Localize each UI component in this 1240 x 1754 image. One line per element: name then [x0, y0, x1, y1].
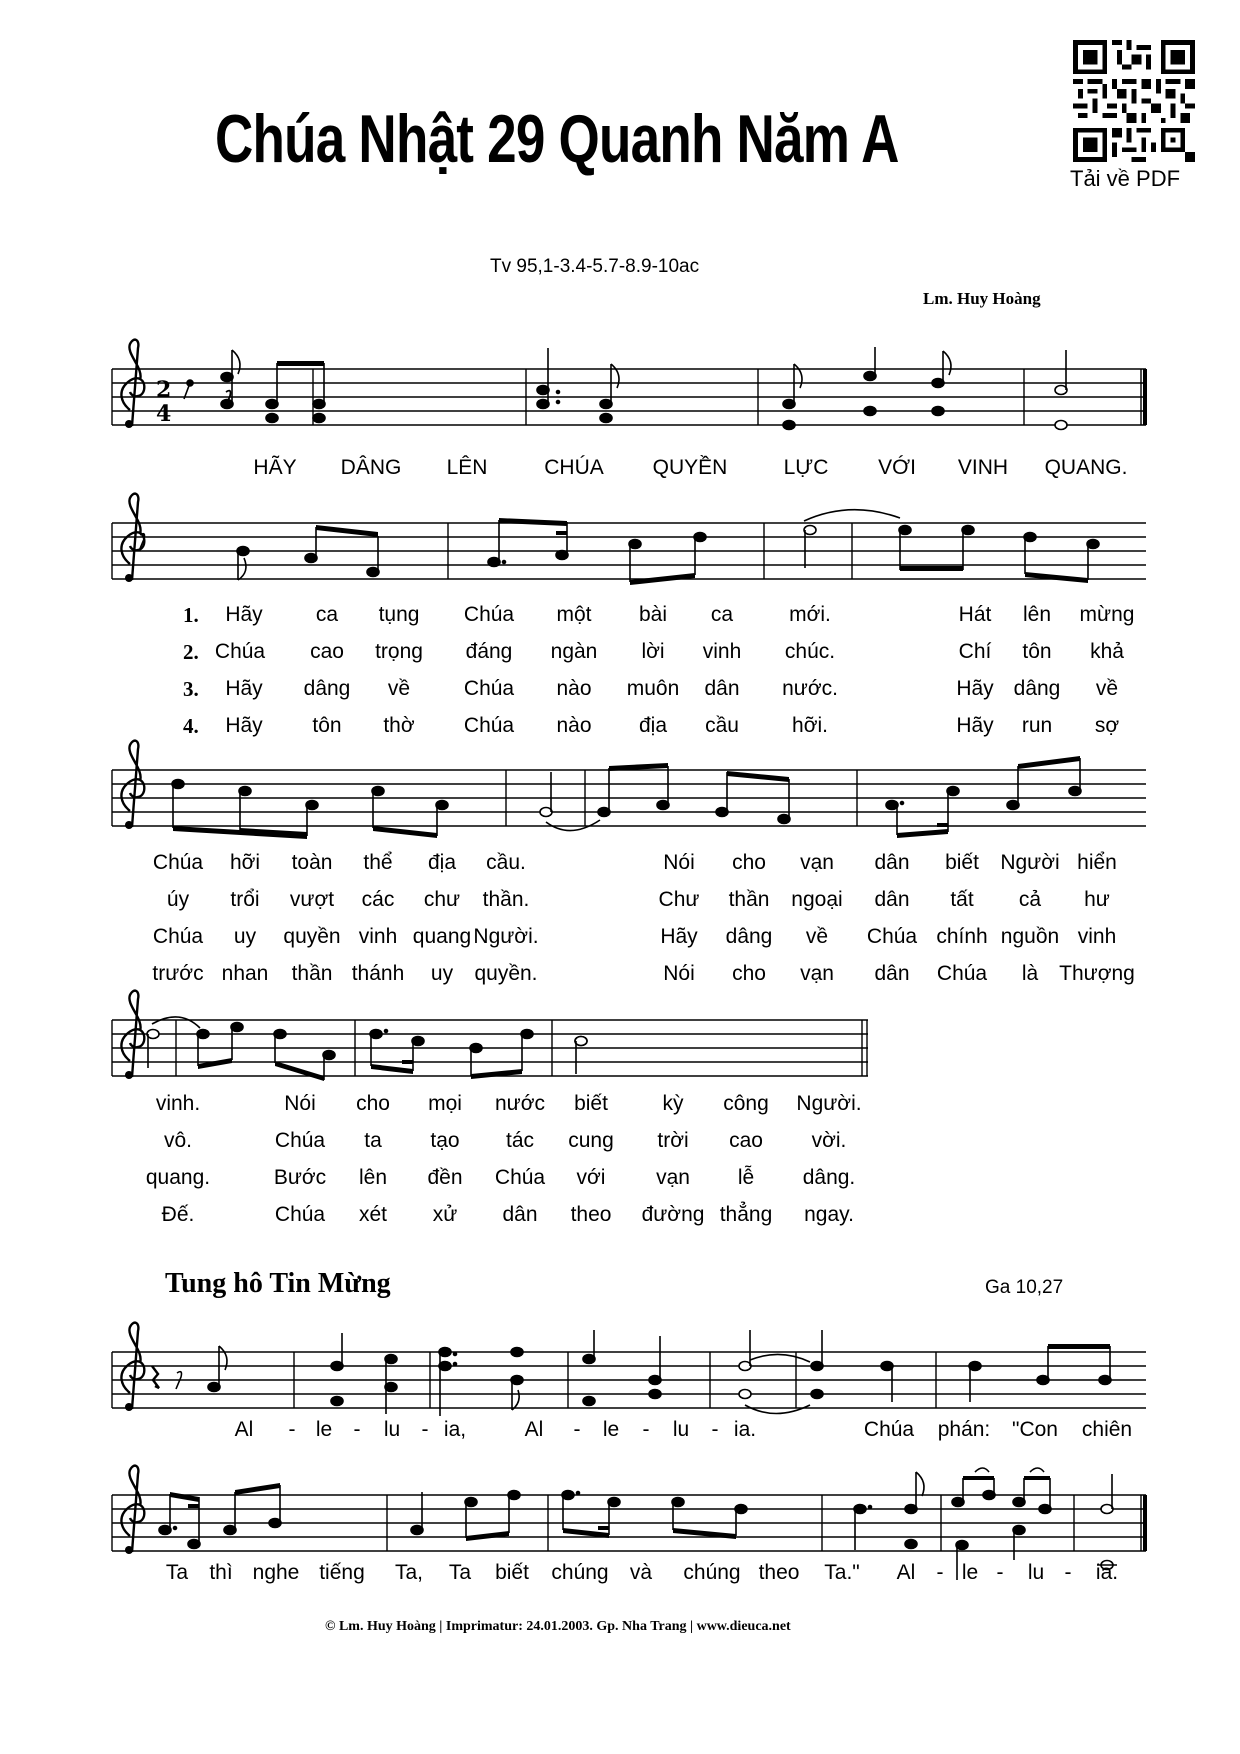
lyric-syllable: ta: [364, 1129, 382, 1152]
lyric-syllable: uy: [233, 925, 257, 948]
verse-number: 1.: [183, 603, 199, 627]
lyric-syllable: run: [1021, 714, 1053, 737]
verse-number: 3.: [183, 677, 199, 701]
lyric-syllable: dâng.: [802, 1166, 856, 1189]
download-pdf-link[interactable]: Tải về PDF: [1070, 166, 1181, 191]
lyric-syllable: nào: [556, 714, 592, 737]
lyric-syllable: với: [576, 1166, 606, 1189]
lyric-syllable: -: [421, 1418, 429, 1441]
lyric-syllable: cầu: [705, 714, 739, 737]
lyric-syllable: lên: [1022, 603, 1052, 626]
acclamation-title: Tung hô Tin Mừng: [165, 1268, 391, 1299]
lyric-syllable: le: [315, 1418, 333, 1441]
lyric-syllable: -: [288, 1418, 296, 1441]
lyric-syllable: Al: [234, 1418, 254, 1441]
lyric-syllable: Chúa: [936, 962, 988, 985]
lyric-syllable: chúng: [683, 1561, 741, 1584]
lyric-syllable: Chúa: [463, 603, 515, 626]
lyric-syllable: Nói: [284, 1092, 316, 1115]
lyric-syllable: cao: [729, 1129, 763, 1152]
page-title: Chúa Nhật 29 Quanh Năm A: [215, 101, 899, 177]
lyric-syllable: nghe: [252, 1561, 300, 1584]
lyric-syllable: đền: [427, 1166, 463, 1189]
lyric-syllable: cung: [568, 1129, 614, 1152]
lyric-syllable: biết: [495, 1561, 529, 1584]
lyric-syllable: VINH: [957, 456, 1009, 479]
lyric-syllable: hư: [1084, 888, 1110, 911]
lyric-syllable: Hãy: [956, 677, 994, 700]
lyric-syllable: Chúa: [494, 1166, 546, 1189]
lyric-syllable: quyền.: [474, 962, 538, 985]
lyric-syllable: lễ: [737, 1166, 755, 1189]
lyric-syllable: Hãy: [225, 714, 263, 737]
lyric-syllable: ia,: [443, 1418, 467, 1441]
lyric-syllable: chúc.: [784, 640, 836, 663]
lyric-syllable: kỳ: [662, 1092, 684, 1115]
lyric-syllable: QUYỀN: [652, 456, 728, 479]
lyric-syllable: toàn: [291, 851, 333, 874]
lyric-syllable: địa: [638, 714, 668, 737]
lyric-syllable: Hãy: [225, 677, 263, 700]
lyric-syllable: Hãy: [956, 714, 994, 737]
copyright-footer: © Lm. Huy Hoàng | Imprimatur: 24.01.2003. Gp. Nha Trang | www.dieuca.net: [325, 1619, 791, 1634]
lyric-syllable: VỚI: [878, 456, 916, 479]
lyric-syllable: và: [629, 1561, 653, 1584]
lyric-syllable: về: [1095, 677, 1119, 700]
lyric-syllable: ca: [710, 603, 734, 626]
lyric-syllable: tạo: [430, 1129, 460, 1152]
lyric-syllable: nước: [494, 1092, 546, 1115]
lyric-syllable: thần.: [482, 888, 530, 911]
lyric-syllable: trời: [657, 1129, 689, 1152]
lyric-syllable: LÊN: [446, 456, 488, 479]
lyric-syllable: chiên: [1081, 1418, 1133, 1441]
lyric-syllable: vượt: [289, 888, 335, 911]
lyric-syllable: dâng: [725, 925, 773, 948]
lyric-syllable: tất: [950, 888, 974, 911]
lyric-syllable: Chúa: [463, 677, 515, 700]
lyric-syllable: lên: [358, 1166, 388, 1189]
lyric-syllable: vời.: [811, 1129, 847, 1152]
staff-system-2: [112, 523, 1146, 579]
lyric-syllable: theo: [758, 1561, 800, 1584]
lyric-syllable: mới.: [789, 603, 831, 626]
lyric-syllable: -: [642, 1418, 650, 1441]
lyric-syllable: thần: [291, 962, 333, 985]
lyric-syllable: cao: [310, 640, 344, 663]
lyric-syllable: dân: [704, 677, 740, 700]
lyric-syllable: Nói: [663, 851, 695, 874]
lyric-syllable: Ta: [165, 1561, 189, 1584]
lyric-syllable: vinh: [358, 925, 398, 948]
lyric-syllable: lời: [641, 640, 665, 663]
lyric-syllable: tác: [505, 1129, 535, 1152]
lyric-syllable: vạn: [800, 962, 834, 985]
svg-text:2: 2: [156, 377, 172, 403]
lyric-syllable: le: [602, 1418, 620, 1441]
lyric-syllable: ngàn: [550, 640, 598, 663]
lyric-syllable: tụng: [378, 603, 420, 626]
lyric-syllable: Chúa: [152, 925, 204, 948]
svg-text:4: 4: [156, 401, 172, 427]
lyric-syllable: vô.: [163, 1129, 193, 1152]
lyric-syllable: Chúa: [274, 1203, 326, 1226]
lyric-syllable: "Con: [1012, 1418, 1058, 1441]
lyric-syllable: thẳng: [719, 1203, 773, 1226]
lyric-syllable: Ta.": [824, 1561, 860, 1584]
lyric-syllable: Người.: [473, 925, 539, 948]
lyric-syllable: thần: [728, 888, 770, 911]
staff-system-5: [112, 1352, 1146, 1408]
lyric-syllable: Chúa: [863, 1418, 915, 1441]
lyric-syllable: dâng: [303, 677, 351, 700]
lyric-syllable: Người.: [796, 1092, 862, 1115]
lyric-syllable: -: [996, 1561, 1004, 1584]
lyric-syllable: cả: [1018, 888, 1042, 911]
gospel-reference: Ga 10,27: [985, 1277, 1064, 1298]
lyric-syllable: lu: [1027, 1561, 1045, 1584]
lyric-syllable: -: [353, 1418, 361, 1441]
lyric-syllable: biết: [574, 1092, 608, 1115]
lyric-syllable: cho: [732, 851, 766, 874]
lyric-syllable: khả: [1090, 640, 1124, 663]
lyric-syllable: trổi: [230, 888, 260, 911]
lyric-syllable: cho: [732, 962, 766, 985]
lyric-syllable: trọng: [375, 640, 423, 663]
lyric-syllable: ca: [315, 603, 339, 626]
lyric-syllable: về: [387, 677, 411, 700]
verse-number: 2.: [183, 640, 199, 664]
lyric-syllable: nguồn: [1000, 925, 1060, 948]
lyric-syllable: muôn: [626, 677, 680, 700]
lyric-syllable: nước.: [782, 677, 838, 700]
lyric-syllable: cầu.: [486, 851, 526, 874]
lyric-syllable: nhan: [221, 962, 269, 985]
lyric-syllable: biết: [945, 851, 979, 874]
lyric-syllable: Hãy: [660, 925, 698, 948]
lyric-syllable: vạn: [656, 1166, 690, 1189]
lyric-syllable: thể: [363, 851, 393, 874]
lyric-syllable: sợ: [1094, 714, 1120, 737]
lyric-syllable: thờ: [383, 714, 415, 737]
lyric-syllable: quang: [412, 925, 472, 948]
lyric-syllable: xét: [358, 1203, 388, 1226]
lyric-syllable: Al: [896, 1561, 916, 1584]
lyric-syllable: Đế.: [161, 1203, 195, 1226]
lyric-syllable: Chúa: [274, 1129, 326, 1152]
lyric-syllable: là: [1021, 962, 1039, 985]
lyric-syllable: -: [573, 1418, 581, 1441]
lyric-syllable: cho: [356, 1092, 390, 1115]
lyric-syllable: các: [361, 888, 395, 911]
lyric-syllable: chư: [423, 888, 461, 911]
lyric-syllable: vinh: [1077, 925, 1117, 948]
lyric-syllable: Bước: [273, 1166, 327, 1189]
lyric-syllable: Chúa: [866, 925, 918, 948]
lyric-syllable: LỰC: [783, 456, 829, 479]
lyric-syllable: công: [723, 1092, 769, 1115]
lyric-syllable: Hát: [958, 603, 992, 626]
lyric-syllable: vinh.: [155, 1092, 201, 1115]
lyric-syllable: Chúa: [214, 640, 266, 663]
lyric-syllable: le: [961, 1561, 979, 1584]
lyric-syllable: vinh: [702, 640, 742, 663]
psalm-reference: Tv 95,1-3.4-5.7-8.9-10ac: [490, 256, 700, 277]
lyric-syllable: địa: [427, 851, 457, 874]
lyric-syllable: bài: [638, 603, 668, 626]
lyric-syllable: dâng: [1013, 677, 1061, 700]
lyric-syllable: chính: [936, 925, 988, 948]
lyric-syllable: mọi: [428, 1092, 462, 1115]
lyric-syllable: thánh: [351, 962, 405, 985]
lyric-syllable: Hãy: [225, 603, 263, 626]
lyric-syllable: quyền: [283, 925, 341, 948]
lyric-syllable: phán:: [937, 1418, 991, 1441]
lyric-syllable: nào: [556, 677, 592, 700]
verse-number: 4.: [183, 714, 199, 738]
lyric-syllable: thì: [209, 1561, 233, 1584]
lyric-syllable: Chí: [958, 640, 992, 663]
lyric-syllable: Al: [524, 1418, 544, 1441]
lyric-syllable: Chúa: [463, 714, 515, 737]
lyric-syllable: tiếng: [319, 1561, 365, 1584]
lyric-syllable: lu: [672, 1418, 690, 1441]
lyric-syllable: ngay.: [804, 1203, 854, 1226]
lyric-syllable: DÂNG: [340, 456, 402, 479]
staff-system-6: [112, 1495, 1146, 1551]
lyric-syllable: -: [1064, 1561, 1072, 1584]
lyric-syllable: về: [805, 925, 829, 948]
lyric-syllable: hiển: [1077, 851, 1117, 874]
lyric-syllable: úy: [166, 888, 190, 911]
lyric-syllable: ia.: [733, 1418, 757, 1441]
lyric-syllable: quang.: [145, 1166, 211, 1189]
lyric-syllable: đường: [641, 1203, 705, 1226]
staff-system-4: [112, 1020, 868, 1076]
lyric-syllable: -: [936, 1561, 944, 1584]
lyric-syllable: dân: [874, 962, 910, 985]
lyric-syllable: dân: [874, 888, 910, 911]
lyric-syllable: Nói: [663, 962, 695, 985]
lyric-syllable: một: [556, 603, 592, 626]
lyric-syllable: dân: [502, 1203, 538, 1226]
lyric-syllable: dân: [874, 851, 910, 874]
lyric-syllable: CHÚA: [544, 456, 604, 479]
lyric-syllable: chúng: [551, 1561, 609, 1584]
lyric-syllable: Chúa: [152, 851, 204, 874]
lyric-syllable: đáng: [465, 640, 513, 663]
lyric-syllable: Ta,: [394, 1561, 424, 1584]
lyric-syllable: Thượng: [1059, 962, 1135, 985]
lyric-syllable: hỡi.: [792, 714, 828, 737]
lyric-syllable: HÃY: [253, 456, 297, 479]
lyric-syllable: hỡi: [229, 851, 261, 874]
lyric-syllable: xử: [432, 1203, 458, 1226]
composer: Lm. Huy Hoàng: [923, 289, 1041, 308]
lyric-syllable: ngoại: [791, 888, 843, 911]
lyric-syllable: mừng: [1079, 603, 1135, 626]
lyric-syllable: lu: [383, 1418, 401, 1441]
lyric-syllable: QUANG.: [1044, 456, 1128, 479]
lyric-syllable: theo: [570, 1203, 612, 1226]
staff-system-3: [112, 770, 1146, 826]
lyric-syllable: Người: [1000, 851, 1060, 874]
lyric-syllable: tôn: [312, 714, 342, 737]
lyric-syllable: tôn: [1022, 640, 1052, 663]
lyric-syllable: vạn: [800, 851, 834, 874]
lyric-syllable: uy: [430, 962, 454, 985]
lyric-syllable: trước: [152, 962, 204, 985]
lyric-syllable: -: [711, 1418, 719, 1441]
lyric-syllable: ia.: [1095, 1561, 1119, 1584]
lyric-syllable: Chư: [658, 888, 700, 911]
lyric-syllable: Ta: [448, 1561, 472, 1584]
